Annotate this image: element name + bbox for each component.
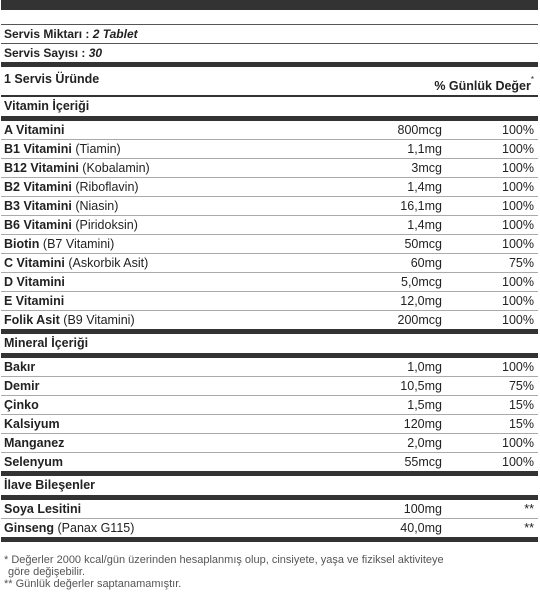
table-row: [1, 178, 538, 197]
table-row: [1, 415, 538, 434]
serving-size-label: Servis Miktarı :: [4, 27, 90, 41]
nutrient-name-cell: [1, 121, 332, 140]
section-title: Mineral İçeriği: [4, 336, 89, 350]
nutrient-amount: 12,0mg: [332, 292, 444, 311]
nutrient-daily-percent: 100%: [444, 292, 538, 311]
nutrient-name-cell: [1, 140, 332, 159]
nutrient-subname: (Riboflavin): [75, 180, 139, 194]
nutrient-table: [1, 121, 538, 329]
nutrient-name: D Vitamini: [4, 275, 65, 289]
nutrient-name: E Vitamini: [4, 294, 65, 308]
nutrient-name: Çinko: [4, 398, 39, 412]
nutrient-name-cell: [1, 178, 332, 197]
table-header: [0, 67, 540, 95]
nutrient-name-cell: [1, 216, 332, 235]
nutrient-subname: (B9 Vitamini): [63, 313, 135, 327]
table-row: [1, 159, 538, 178]
nutrient-amount: 16,1mg: [332, 197, 444, 216]
nutrient-name: B2 Vitamini: [4, 180, 72, 194]
nutrient-amount: 1,1mg: [332, 140, 444, 159]
nutrient-daily-percent: **: [524, 502, 534, 516]
nutrient-name-cell: [1, 500, 332, 519]
nutrient-name: Selenyum: [4, 455, 64, 469]
nutrient-name-cell: [1, 197, 332, 216]
serving-count-value: 30: [88, 46, 103, 60]
nutrient-subname: (Tiamin): [75, 142, 121, 156]
nutrient-amount: 200mcg: [332, 311, 444, 330]
nutrient-daily-percent: 100%: [502, 123, 534, 137]
footnote-1: * Değerler 2000 kcal/gün üzerinden hesaplanmış olup, cinsiyete, yaşa ve fiziksel aktiviteye: [4, 554, 444, 566]
nutrient-amount: 800mcg: [397, 123, 442, 137]
nutrient-name: Demir: [4, 379, 40, 393]
nutrient-name-cell: [1, 377, 332, 396]
nutrient-name: B12 Vitamini: [4, 161, 79, 175]
nutrient-subname: (Niasin): [75, 199, 119, 213]
nutrient-name: Manganez: [4, 436, 65, 450]
footnote-1-cont: göre değişebilir.: [8, 566, 86, 578]
nutrient-subname: (Kobalamin): [82, 161, 150, 175]
table-row: [1, 292, 538, 311]
nutrient-amount: 1,5mg: [332, 396, 444, 415]
nutrient-name: Folik Asit: [4, 313, 60, 327]
nutrient-amount: 10,5mg: [332, 377, 444, 396]
table-row: [1, 453, 538, 472]
nutrient-daily-percent: 100%: [444, 197, 538, 216]
serving-size: [0, 25, 540, 43]
section-title: Vitamin İçeriği: [4, 99, 90, 113]
nutrient-name-cell: [1, 434, 332, 453]
nutrient-name-cell: [1, 235, 332, 254]
nutrient-amount: 2,0mg: [332, 434, 444, 453]
serving-size-value: 2 Tablet: [92, 27, 138, 41]
table-row: [1, 140, 538, 159]
nutrient-name: Kalsiyum: [4, 417, 60, 431]
table-row: [1, 311, 538, 330]
nutrient-name-cell: [1, 273, 332, 292]
nutrient-daily-percent: 100%: [444, 216, 538, 235]
nutrient-amount: 50mcg: [332, 235, 444, 254]
table-row: [1, 254, 538, 273]
table-row: [1, 358, 538, 377]
nutrient-name-cell: [1, 519, 332, 538]
table-row: [1, 500, 538, 519]
footnote-2: ** Günlük değerler saptanamamıştır.: [4, 578, 182, 590]
nutrient-name-cell: [1, 311, 332, 330]
nutrient-daily-percent: 100%: [502, 360, 534, 374]
nutrient-amount: 60mg: [332, 254, 444, 273]
nutrient-name: C Vitamini: [4, 256, 65, 270]
nutrient-daily-percent: 75%: [444, 254, 538, 273]
table-row: [1, 434, 538, 453]
nutrient-name-cell: [1, 292, 332, 311]
daily-value-mark: *: [530, 75, 534, 84]
nutrient-name-cell: [1, 453, 332, 472]
nutrient-daily-percent: 100%: [444, 159, 538, 178]
nutrient-name-cell: [1, 358, 332, 377]
nutrient-daily-percent: 100%: [444, 235, 538, 254]
nutrient-amount: 1,4mg: [332, 178, 444, 197]
nutrient-daily-percent: 100%: [444, 178, 538, 197]
footnotes: [0, 542, 540, 590]
nutrient-daily-percent: 75%: [444, 377, 538, 396]
nutrient-subname: (B7 Vitamini): [42, 237, 115, 251]
table-row: [1, 519, 538, 538]
nutrient-amount: 55mcg: [332, 453, 444, 472]
nutrient-daily-percent: **: [444, 519, 538, 538]
nutrient-name-cell: [1, 254, 332, 273]
nutrient-name-cell: [1, 159, 332, 178]
serving-count: [0, 44, 540, 62]
nutrient-daily-percent: 100%: [444, 140, 538, 159]
nutrient-daily-percent: 100%: [444, 453, 538, 472]
nutrient-subname: (Piridoksin): [75, 218, 138, 232]
nutrient-name-cell: [1, 415, 332, 434]
nutrient-daily-percent: 100%: [444, 434, 538, 453]
daily-value-header: [434, 75, 534, 94]
nutrient-amount: 100mg: [403, 502, 442, 516]
table-row: [1, 377, 538, 396]
nutrient-table: [1, 358, 538, 471]
nutrient-daily-percent: 15%: [444, 415, 538, 434]
nutrient-daily-percent: 100%: [444, 273, 538, 292]
top-bar: [1, 0, 538, 10]
nutrient-subname: (Askorbik Asit): [68, 256, 149, 270]
nutrient-daily-percent: 100%: [444, 311, 538, 330]
nutrient-name: Soya Lesitini: [4, 502, 82, 516]
nutrient-name: B1 Vitamini: [4, 142, 72, 156]
table-row: [1, 121, 538, 140]
daily-value-label: % Günlük Değer: [434, 79, 531, 94]
nutrient-table: [1, 500, 538, 537]
nutrient-name: Biotin: [4, 237, 40, 251]
table-row: [1, 216, 538, 235]
nutrient-amount: 1,4mg: [332, 216, 444, 235]
table-row: [1, 396, 538, 415]
nutrient-amount: 1,0mg: [407, 360, 442, 374]
per-serving-label: 1 Servis Üründe: [4, 72, 100, 86]
nutrient-name: Ginseng: [4, 521, 55, 535]
nutrient-name: B6 Vitamini: [4, 218, 72, 232]
sections: [0, 97, 540, 542]
serving-count-label: Servis Sayısı :: [4, 46, 86, 60]
nutrient-subname: (Panax G115): [57, 521, 135, 535]
nutrient-amount: 120mg: [332, 415, 444, 434]
nutrient-amount: 5,0mcg: [332, 273, 444, 292]
nutrient-name: A Vitamini: [4, 123, 65, 137]
nutrient-amount: 3mcg: [332, 159, 444, 178]
table-row: [1, 197, 538, 216]
nutrient-daily-percent: 15%: [444, 396, 538, 415]
table-row: [1, 273, 538, 292]
nutrient-name: Bakır: [4, 360, 36, 374]
table-row: [1, 235, 538, 254]
nutrient-name: B3 Vitamini: [4, 199, 72, 213]
nutrient-name-cell: [1, 396, 332, 415]
section-title: İlave Bileşenler: [4, 478, 96, 492]
nutrient-amount: 40,0mg: [332, 519, 444, 538]
